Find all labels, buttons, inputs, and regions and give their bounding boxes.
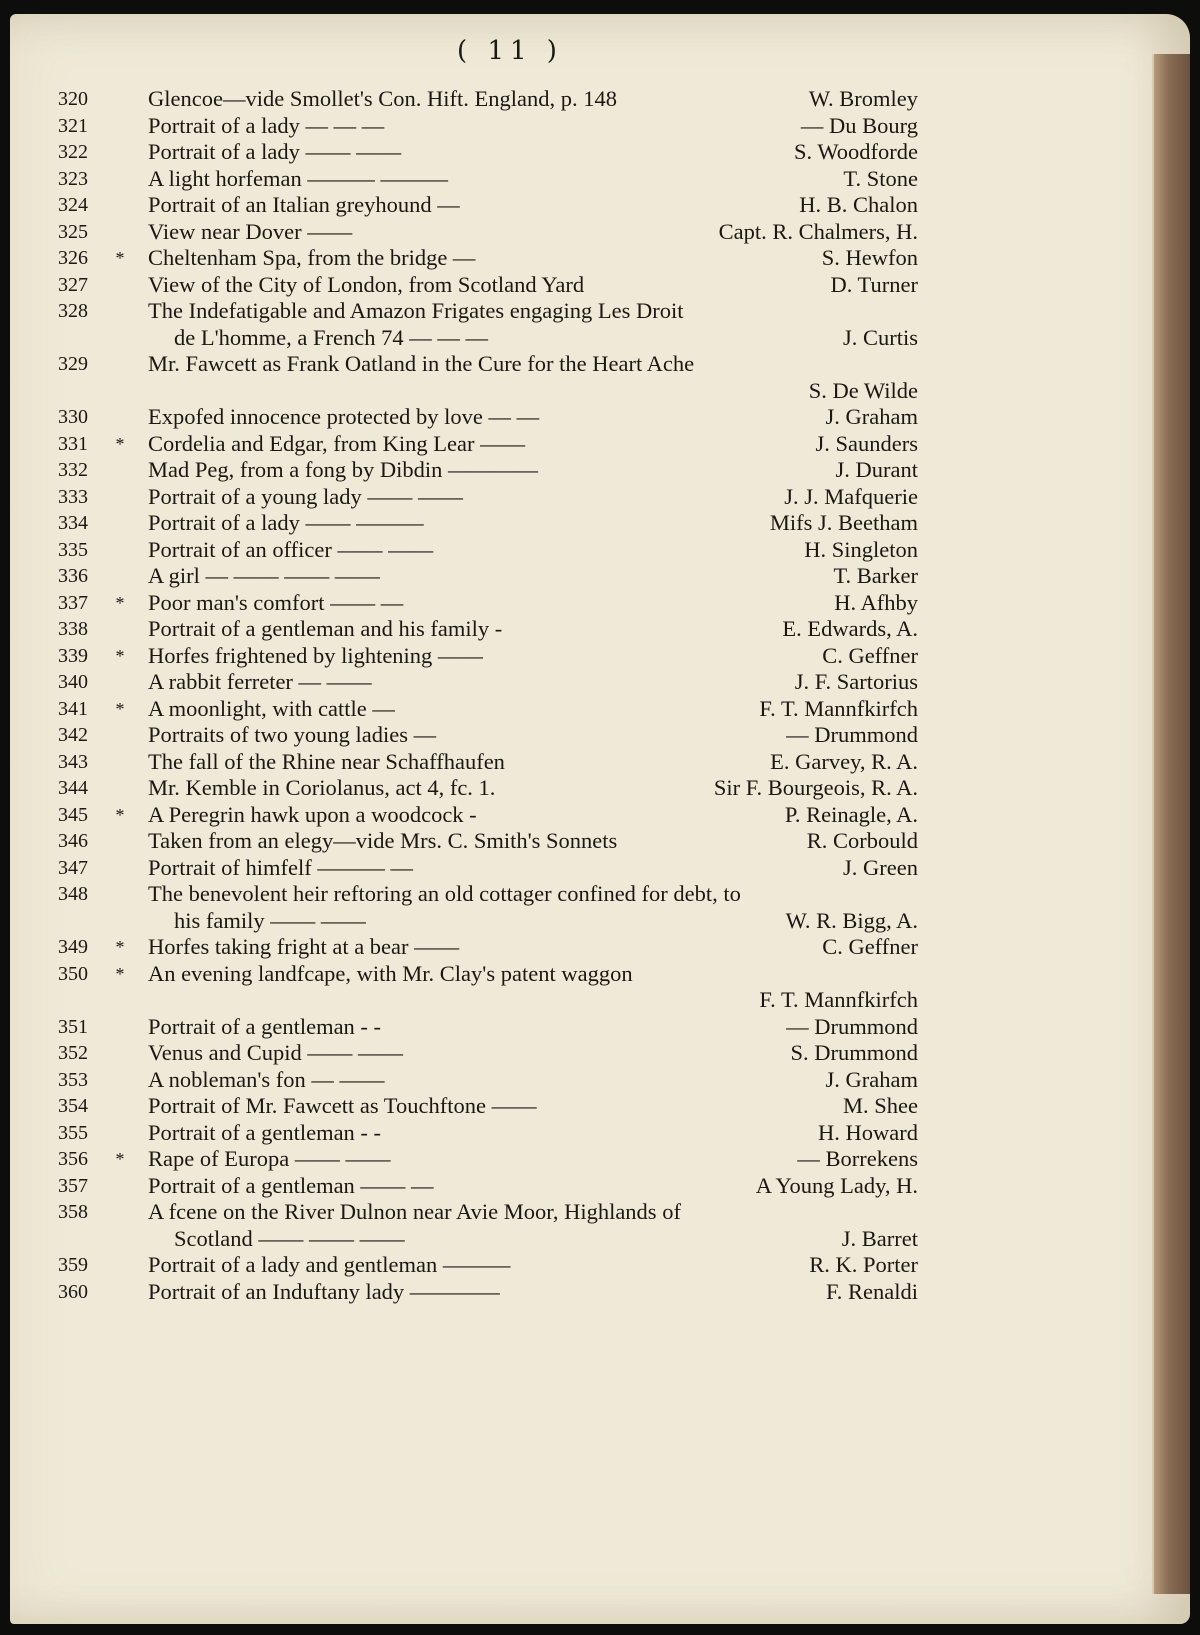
entry-artist: C. Geffner xyxy=(822,934,918,959)
catalogue-entry xyxy=(58,484,918,511)
entry-artist: J. Green xyxy=(843,854,918,880)
asterisk-mark: * xyxy=(115,698,125,719)
entry-line xyxy=(58,1093,918,1120)
entry-number: 336 xyxy=(58,565,88,587)
entry-number: 333 xyxy=(58,485,88,508)
entry-number: 320 xyxy=(58,88,88,110)
entry-line xyxy=(58,1146,918,1173)
entry-line xyxy=(58,298,918,325)
catalogue-entry xyxy=(58,537,918,564)
entry-title: Taken from an elegy—vide Mrs. C. Smith's Sonnets xyxy=(148,828,618,853)
entry-line xyxy=(58,457,918,484)
entry-number: 360 xyxy=(58,1280,88,1303)
entry-artist: S. Drummond xyxy=(790,1040,918,1065)
entry-title: Portrait of an Italian greyhound — xyxy=(148,192,460,217)
catalogue-entry xyxy=(58,934,918,961)
entry-number: 350 xyxy=(58,962,88,985)
entry-artist: J. Barret xyxy=(841,1225,918,1251)
entry-title: Portrait of a gentleman - - xyxy=(148,1119,382,1145)
entry-artist: H. Singleton xyxy=(804,536,918,562)
catalogue-entry xyxy=(58,1146,918,1173)
entry-artist: R. Corbould xyxy=(806,828,918,853)
entry-artist: J. F. Sartorius xyxy=(794,669,918,694)
catalogue-entry xyxy=(58,166,918,193)
entry-title: A nobleman's fon — —— xyxy=(148,1066,385,1092)
entry-artist: S. De Wilde xyxy=(808,377,918,403)
catalogue-entry xyxy=(58,696,918,723)
entry-title: Portraits of two young ladies — xyxy=(148,722,437,747)
entry-artist: D. Turner xyxy=(830,271,918,297)
entry-title: A fcene on the River Dulnon near Avie Moor, Highlands of xyxy=(148,1199,681,1224)
entry-line xyxy=(58,934,918,961)
entry-number: 351 xyxy=(58,1015,88,1038)
entry-title: View near Dover —— xyxy=(148,218,353,244)
entry-artist: S. Hewfon xyxy=(821,245,918,270)
entry-line xyxy=(58,245,918,272)
entry-number: 332 xyxy=(58,459,88,481)
entry-number: 329 xyxy=(58,353,88,375)
entry-line xyxy=(58,192,918,219)
entry-line xyxy=(58,669,918,696)
entry-title: Mr. Kemble in Coriolanus, act 4, fc. 1. xyxy=(148,775,496,800)
page-number: ( 11 ) xyxy=(457,36,563,66)
catalogue-entry xyxy=(58,1279,918,1306)
entry-artist: J. J. Mafquerie xyxy=(784,483,918,509)
entry-title: Portrait of a young lady —— —— xyxy=(148,483,463,509)
entry-line xyxy=(58,484,918,511)
entry-title: The benevolent heir reftoring an old cottager confined for debt, to xyxy=(148,881,741,906)
entry-line xyxy=(58,749,918,776)
entry-title: Portrait of a lady and gentleman ——— xyxy=(148,1252,511,1277)
catalogue-entry xyxy=(58,1014,918,1041)
entry-artist: W. Bromley xyxy=(808,86,918,111)
entry-title: Portrait of a lady —— —— xyxy=(148,139,402,164)
entry-line xyxy=(58,1279,918,1306)
entry-title: Portrait of an officer —— —— xyxy=(148,536,434,562)
catalogue-entry xyxy=(58,113,918,140)
entry-line xyxy=(58,855,918,882)
entry-number: 331 xyxy=(58,432,88,455)
entry-title: Mr. Fawcett as Frank Oatland in the Cure for the Heart Ache xyxy=(148,351,695,376)
entry-line xyxy=(58,643,918,670)
entry-artist: J. Graham xyxy=(825,1066,918,1092)
entry-artist: — Du Bourg xyxy=(800,112,918,138)
entry-title: View of the City of London, from Scotland Yard xyxy=(148,271,585,297)
entry-artist: F. T. Mannfkirfch xyxy=(759,695,918,721)
catalogue-entry xyxy=(58,855,918,882)
catalogue-entry xyxy=(58,431,918,458)
entry-line xyxy=(58,961,918,988)
catalogue-entry xyxy=(58,616,918,643)
entry-line xyxy=(58,1173,918,1200)
entry-title: Mad Peg, from a fong by Dibdin ———— xyxy=(148,457,538,482)
entry-number: 343 xyxy=(58,750,88,773)
asterisk-mark: * xyxy=(115,645,125,666)
entry-title: Portrait of a gentleman —— — xyxy=(148,1172,434,1198)
entry-title: Venus and Cupid —— —— xyxy=(148,1040,403,1065)
catalogue-entry xyxy=(58,828,918,855)
entry-title: Cordelia and Edgar, from King Lear —— xyxy=(148,430,526,456)
catalogue-entry xyxy=(58,245,918,272)
entry-number: 342 xyxy=(58,724,88,746)
entry-line xyxy=(58,696,918,723)
entry-title: Rape of Europa —— —— xyxy=(148,1146,391,1171)
catalogue-entry xyxy=(58,1199,918,1252)
entry-line xyxy=(58,1014,918,1041)
catalogue-entry xyxy=(58,272,918,299)
entry-line xyxy=(58,881,918,908)
entry-line xyxy=(58,828,918,855)
entry-artist: J. Saunders xyxy=(815,430,918,456)
entry-number: 330 xyxy=(58,406,88,428)
entry-artist: — Drummond xyxy=(786,1013,918,1039)
asterisk-mark: * xyxy=(115,592,125,613)
page-edge xyxy=(1152,54,1190,1594)
entry-title: Portrait of himfelf ——— — xyxy=(148,854,413,880)
catalogue-entry xyxy=(58,643,918,670)
catalogue-entry xyxy=(58,510,918,537)
entry-artist: H. Afhby xyxy=(834,589,918,615)
entry-artist: F. T. Mannfkirfch xyxy=(759,987,918,1012)
entry-continuation-line xyxy=(58,325,918,352)
entry-number: 359 xyxy=(58,1254,88,1276)
entry-title: An evening landfcape, with Mr. Clay's patent waggon xyxy=(148,960,633,986)
entry-number: 325 xyxy=(58,220,88,243)
catalogue-entry xyxy=(58,590,918,617)
entry-number: 340 xyxy=(58,671,88,693)
entry-artist: W. R. Bigg, A. xyxy=(785,907,918,933)
entry-title: A moonlight, with cattle — xyxy=(148,695,395,721)
entry-number: 355 xyxy=(58,1121,88,1144)
entry-number: 326 xyxy=(58,247,88,269)
catalogue-entry xyxy=(58,1120,918,1147)
entry-line xyxy=(58,139,918,166)
entry-number: 334 xyxy=(58,512,88,534)
catalogue-entry xyxy=(58,351,918,404)
asterisk-mark: * xyxy=(115,937,125,957)
entry-number: 324 xyxy=(58,194,88,216)
entry-artist: Mifs J. Beetham xyxy=(769,510,918,535)
entry-line xyxy=(58,590,918,617)
entry-line xyxy=(58,802,918,829)
entry-artist: J. Curtis xyxy=(842,324,918,350)
entry-number: 328 xyxy=(58,300,88,322)
catalogue-entry xyxy=(58,86,918,113)
entry-continuation-line xyxy=(58,1226,918,1253)
entry-line xyxy=(58,272,918,299)
entry-line xyxy=(58,775,918,802)
asterisk-mark: * xyxy=(115,248,125,268)
catalogue-entry xyxy=(58,139,918,166)
entry-title: Portrait of a gentleman and his family - xyxy=(148,616,503,641)
exhibition-catalogue-list xyxy=(58,86,918,1305)
entry-number: 356 xyxy=(58,1148,88,1170)
entry-number: 335 xyxy=(58,538,88,561)
entry-artist: M. Shee xyxy=(843,1093,918,1118)
entry-title: Glencoe—vide Smollet's Con. Hift. England, p. 148 xyxy=(148,86,617,111)
entry-line xyxy=(58,616,918,643)
entry-line xyxy=(58,563,918,590)
entry-title: Portrait of a lady — — — xyxy=(148,112,385,138)
entry-title: Portrait of a gentleman - - xyxy=(148,1013,382,1039)
entry-title: Expofed innocence protected by love — — xyxy=(148,404,540,429)
entry-artist: Sir F. Bourgeois, R. A. xyxy=(713,775,918,800)
entry-artist: E. Garvey, R. A. xyxy=(770,748,918,774)
entry-title: The fall of the Rhine near Schaffhaufen xyxy=(148,748,505,774)
entry-title: Poor man's comfort —— — xyxy=(148,589,404,615)
entry-artist: — Drummond xyxy=(786,722,918,747)
entry-artist: F. Renaldi xyxy=(826,1278,918,1304)
asterisk-mark: * xyxy=(115,963,125,984)
catalogue-entry xyxy=(58,775,918,802)
entry-title: Portrait of a lady —— ——— xyxy=(148,510,424,535)
entry-number: 354 xyxy=(58,1095,88,1117)
catalogue-entry xyxy=(58,802,918,829)
entry-artist: Capt. R. Chalmers, H. xyxy=(718,218,918,244)
entry-number: 321 xyxy=(58,114,88,137)
entry-continuation-line xyxy=(58,908,918,935)
asterisk-mark: * xyxy=(115,804,125,825)
catalogue-entry xyxy=(58,298,918,351)
entry-number: 341 xyxy=(58,697,88,720)
entry-title: A Peregrin hawk upon a woodcock - xyxy=(148,801,477,827)
catalogue-entry xyxy=(58,1252,918,1279)
catalogue-entry xyxy=(58,1067,918,1094)
entry-title: Portrait of an Induftany lady ———— xyxy=(148,1278,500,1304)
entry-artist: A Young Lady, H. xyxy=(755,1172,918,1198)
entry-line xyxy=(58,86,918,113)
entry-artist: H. B. Chalon xyxy=(799,192,918,217)
catalogue-entry xyxy=(58,1093,918,1120)
catalogue-entry xyxy=(58,722,918,749)
entry-title: Horfes taking fright at a bear —— xyxy=(148,934,460,959)
entry-number: 357 xyxy=(58,1174,88,1197)
entry-artist: — Borrekens xyxy=(797,1146,918,1171)
entry-number: 337 xyxy=(58,591,88,614)
catalogue-entry xyxy=(58,563,918,590)
entry-title: his family —— —— xyxy=(174,907,366,933)
entry-line xyxy=(58,404,918,431)
entry-artist: E. Edwards, A. xyxy=(782,616,918,641)
entry-line xyxy=(58,1120,918,1147)
entry-continuation-line xyxy=(58,987,918,1014)
asterisk-mark: * xyxy=(115,433,125,454)
entry-line xyxy=(58,1040,918,1067)
entry-line xyxy=(58,431,918,458)
entry-artist: J. Durant xyxy=(835,457,918,482)
entry-line xyxy=(58,351,918,378)
entry-artist: C. Geffner xyxy=(822,642,918,668)
entry-number: 358 xyxy=(58,1201,88,1223)
entry-number: 347 xyxy=(58,856,88,879)
catalogue-entry xyxy=(58,961,918,1014)
entry-title: Horfes frightened by lightening —— xyxy=(148,642,483,668)
entry-title: de L'homme, a French 74 — — — xyxy=(174,324,488,350)
entry-number: 346 xyxy=(58,830,88,852)
entry-title: Portrait of Mr. Fawcett as Touchftone —— xyxy=(148,1093,537,1118)
catalogue-entry xyxy=(58,1173,918,1200)
entry-line xyxy=(58,537,918,564)
entry-number: 344 xyxy=(58,777,88,799)
entry-artist: T. Stone xyxy=(843,165,918,191)
entry-title: Scotland —— —— —— xyxy=(174,1225,405,1251)
catalogue-entry xyxy=(58,404,918,431)
entry-artist: S. Woodforde xyxy=(793,139,918,164)
entry-artist: P. Reinagle, A. xyxy=(784,801,918,827)
entry-title: A light horfeman ——— ——— xyxy=(148,165,448,191)
catalogue-entry xyxy=(58,219,918,246)
entry-line xyxy=(58,510,918,537)
entry-continuation-line xyxy=(58,378,918,405)
catalogue-entry xyxy=(58,1040,918,1067)
entry-artist: H. Howard xyxy=(818,1119,918,1145)
entry-number: 345 xyxy=(58,803,88,826)
book-page xyxy=(10,14,1190,1624)
entry-number: 353 xyxy=(58,1068,88,1091)
entry-title: The Indefatigable and Amazon Frigates engaging Les Droit xyxy=(148,298,684,323)
catalogue-entry xyxy=(58,457,918,484)
entry-number: 348 xyxy=(58,883,88,905)
asterisk-mark: * xyxy=(115,1149,125,1169)
catalogue-entry xyxy=(58,192,918,219)
catalogue-entry xyxy=(58,669,918,696)
entry-title: A girl — —— —— —— xyxy=(148,563,380,588)
entry-line xyxy=(58,722,918,749)
entry-number: 327 xyxy=(58,273,88,296)
entry-number: 352 xyxy=(58,1042,88,1064)
entry-artist: T. Barker xyxy=(833,563,918,588)
entry-number: 339 xyxy=(58,644,88,667)
entry-line xyxy=(58,166,918,193)
entry-number: 322 xyxy=(58,141,88,163)
entry-line xyxy=(58,1252,918,1279)
entry-artist: R. K. Porter xyxy=(809,1252,918,1277)
entry-title: A rabbit ferreter — —— xyxy=(148,669,372,694)
catalogue-entry xyxy=(58,881,918,934)
entry-line xyxy=(58,219,918,246)
entry-number: 349 xyxy=(58,936,88,958)
entry-number: 338 xyxy=(58,618,88,640)
entry-title: Cheltenham Spa, from the bridge — xyxy=(148,245,476,270)
catalogue-entry xyxy=(58,749,918,776)
entry-artist: J. Graham xyxy=(825,404,918,429)
entry-line xyxy=(58,113,918,140)
entry-line xyxy=(58,1067,918,1094)
entry-line xyxy=(58,1199,918,1226)
entry-number: 323 xyxy=(58,167,88,190)
